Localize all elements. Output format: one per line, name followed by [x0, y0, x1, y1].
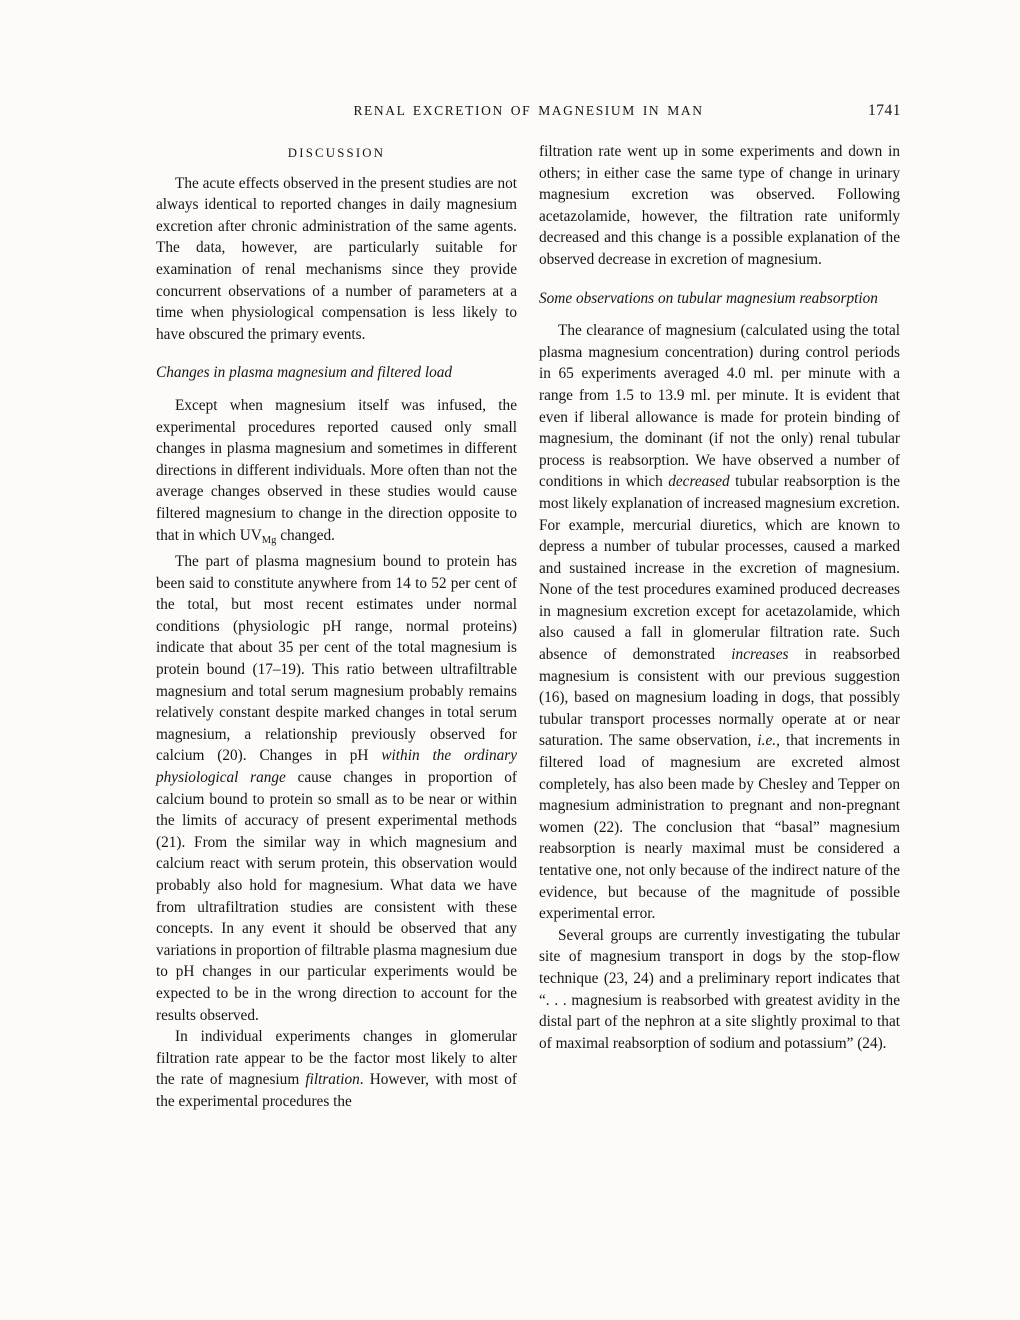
column-left [156, 141, 517, 1113]
paragraph-filtered-load [156, 395, 517, 551]
paragraph-protein-binding [156, 551, 517, 1026]
page-number: 1741 [868, 102, 901, 119]
paragraph-text: The part of plasma magnesium bound to protein has been said to constitute anywhere from 14 to 52 per cent of the total, but most recent estimates under normal conditions (physiologic pH range, normal proteins) indicate that about 35 per cent of the total magnesium is protein bound (17–19). This ratio between ultrafiltrable magnesium and total serum magnesium probably remains relatively constant despite marked changes in total serum magnesium, a relationship previously observed for calcium (20). Changes in pH [156, 553, 517, 765]
subscript-mg: Mg [261, 534, 277, 546]
page-header [156, 103, 901, 125]
italic-phrase: i.e., [757, 732, 780, 750]
italic-phrase: within the ordinary physiological range [156, 747, 517, 787]
two-column-body [156, 141, 901, 1113]
running-head: RENAL EXCRETION OF MAGNESIUM IN MAN [353, 103, 704, 118]
paragraph-text: The clearance of magnesium (calculated using the total plasma magnesium concentration) during control periods in 65 experiments averaged 4.0 ml. per minute with a range from 1.5 to 13.9 ml. per minute. It is evident that even if liberal allowance is made for protein binding of magnesium, the dominant (if not the only) renal tubular process is reabsorption. We have observed a number of conditions in which [539, 322, 900, 491]
discussion-heading: DISCUSSION [287, 146, 386, 160]
paragraph-text: changed. [276, 526, 336, 544]
section-heading-tubular-reabsorption: Some observations on tubular magnesium reabsorption [539, 289, 878, 307]
italic-phrase: increases [731, 646, 789, 664]
paragraph-acute-effects [156, 173, 517, 346]
paragraph-stop-flow [539, 925, 900, 1055]
section-heading-filtered-load: Changes in plasma magnesium and filtered load [156, 364, 453, 382]
paragraph-text: cause changes in proportion of calcium bound to protein so small as to be near or within the limits of accuracy of present experimental methods (21). From the similar way in which magnesium and calcium react with serum protein, this observation would probably also hold for magnesium. What data we have from ultrafiltration studies are consistent with these concepts. In any event it should be observed that any variations in proportion of filtrable plasma magnesium due to pH changes in our particular experiments would be expected to be in the wrong direction to account for the results observed. [156, 769, 518, 1024]
paragraph-text: In individual experiments changes in glomerular filtration rate appear to be the factor most likely to alter the rate of magnesium [156, 1028, 517, 1089]
paragraph-text: Several groups are currently investigating the tubular site of magnesium transport in dogs by the stop-flow technique (23, 24) and a preliminary report indicates that “. . . magnesium is reabsorbed with greatest avidity in the distal part of the nephron at a site slightly proximal to that of maximal reabsorption of sodium and potassium” (24). [539, 926, 900, 1052]
paragraph-text: in reabsorbed magnesium is consistent with our previous suggestion (16), based on magnesium loading in dogs, that possibly tubular transport processes normally operate at or near saturation. The same observation, [539, 646, 901, 750]
italic-phrase: decreased [668, 473, 730, 491]
paragraph-text: that increments in filtered load of magnesium are excreted almost completely, has also been made by Chesley and Tepper on magnesium administration to pregnant and non-pregnant women (22). The conclusion that “basal” magnesium reabsorption is nearly maximal must be considered a tentative one, not only because of the indirect nature of the evidence, but because of the magnitude of possible experimental error. [539, 732, 900, 923]
paragraph-text: Except when magnesium itself was infused, the experimental procedures reported caused only small changes in plasma magnesium and sometimes in different directions in different individuals. More often than not the average changes observed in these studies would cause filtered magnesium to change in the direction opposite to that in which UV [156, 396, 517, 544]
paragraph-glomerular-filtration [156, 1026, 517, 1112]
paragraph-text: filtration rate went up in some experiments and down in others; in either case the same type of change in urinary magnesium excretion was observed. Following acetazolamide, however, the filtration rate uniformly decreased and this change is a possible explanation of the observed decrease in excretion of magnesium. [539, 143, 900, 268]
italic-phrase: filtration [305, 1071, 360, 1089]
column-right [539, 141, 900, 1113]
paragraph-text: The acute effects observed in the present studies are not always identical to reported changes in daily magnesium excretion after chronic administration of the same agents. The data, however, are particularly suitable for examination of renal mechanisms since they provide concurrent observations of a number of parameters at a time when physiological compensation is less likely to have obscured the primary events. [156, 174, 517, 343]
paragraph-text: tubular reabsorption is the most likely explanation of increased magnesium excretion. For example, mercurial diuretics, which are known to depress a number of tubular processes, caused a marked and sustained increase in the excretion of magnesium. None of the test procedures examined produced decreases in magnesium excretion except for acetazolamide, which also caused a fall in glomerular filtration rate. Such absence of demonstrated [539, 473, 900, 664]
paragraph-clearance [539, 320, 900, 925]
paragraph-filtration-rate-continuation [539, 141, 900, 271]
paragraph-text: . However, with most of the experimental procedures the [156, 1071, 517, 1110]
